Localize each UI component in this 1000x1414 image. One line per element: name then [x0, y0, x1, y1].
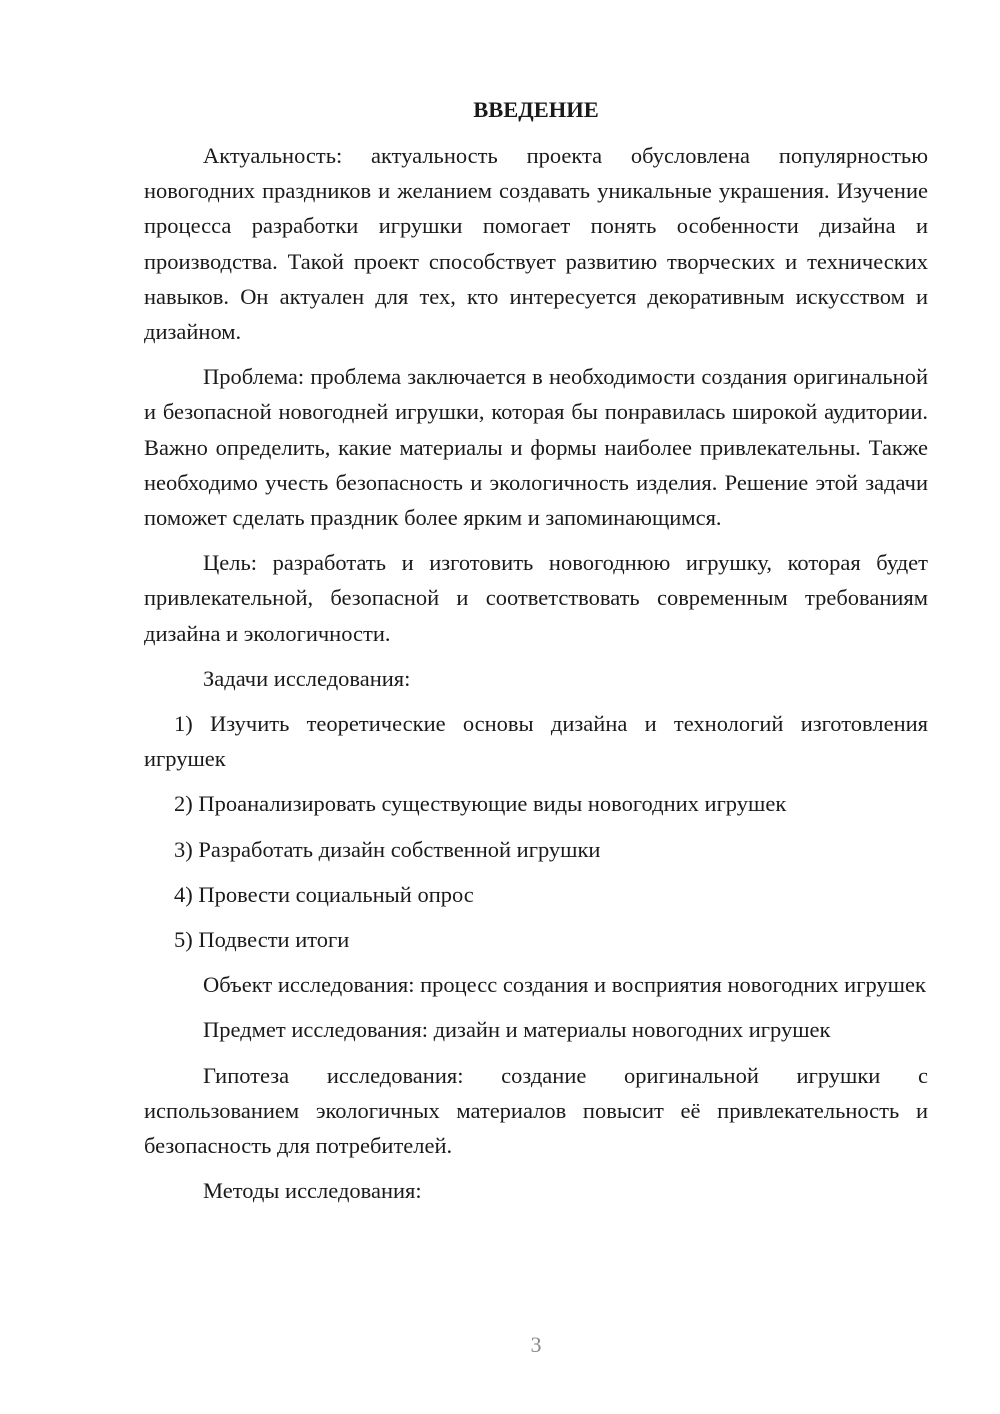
methods-heading: Методы исследования:	[203, 1178, 422, 1204]
page-number: 3	[530, 1332, 542, 1357]
subject-paragraph: Предмет исследования: дизайн и материалы новогодних игрушек	[203, 1017, 831, 1043]
task-item: 4) Провести социальный опрос	[174, 881, 474, 907]
task-item: 5) Подвести итоги	[174, 927, 350, 953]
task-item: 1) Изучить теоретические основы дизайна и технологий изготовления игрушек	[144, 711, 928, 772]
relevance-paragraph: Актуальность: актуальность проекта обусловлена популярностью новогодних праздников и желанием создавать уникальные украшения. Изучение процесса разработки игрушки помогает понять особенности дизайна и производства. Такой проект способствует развитию творческих и технических навыков. Он актуален для тех, кто интересуется декоративным искусством и дизайном.	[144, 143, 928, 345]
section-title: ВВЕДЕНИЕ	[473, 97, 599, 122]
hypothesis-paragraph: Гипотеза исследования: создание оригинальной игрушки с использованием экологичных материалов повысит её привлекательность и безопасность для потребителей.	[144, 1062, 928, 1159]
goal-paragraph: Цель: разработать и изготовить новогоднюю игрушку, которая будет привлекательной, безопасной и соответствовать современным требованиям дизайна и экологичности.	[144, 550, 928, 646]
object-paragraph: Объект исследования: процесс создания и восприятия новогодних игрушек	[203, 972, 926, 998]
tasks-heading: Задачи исследования:	[203, 665, 411, 691]
task-item: 2) Проанализировать существующие виды новогодних игрушек	[174, 791, 787, 817]
task-item: 3) Разработать дизайн собственной игрушки	[174, 836, 601, 862]
problem-paragraph: Проблема: проблема заключается в необходимости создания оригинальной и безопасной новогодней игрушки, которая бы понравилась широкой аудитории. Важно определить, какие материалы и формы наиболее привлекательны. Также необходимо учесть безопасность и экологичность изделия. Решение этой задачи поможет сделать праздник более ярким и запоминающимся.	[144, 364, 928, 531]
page-content	[144, 92, 928, 1218]
